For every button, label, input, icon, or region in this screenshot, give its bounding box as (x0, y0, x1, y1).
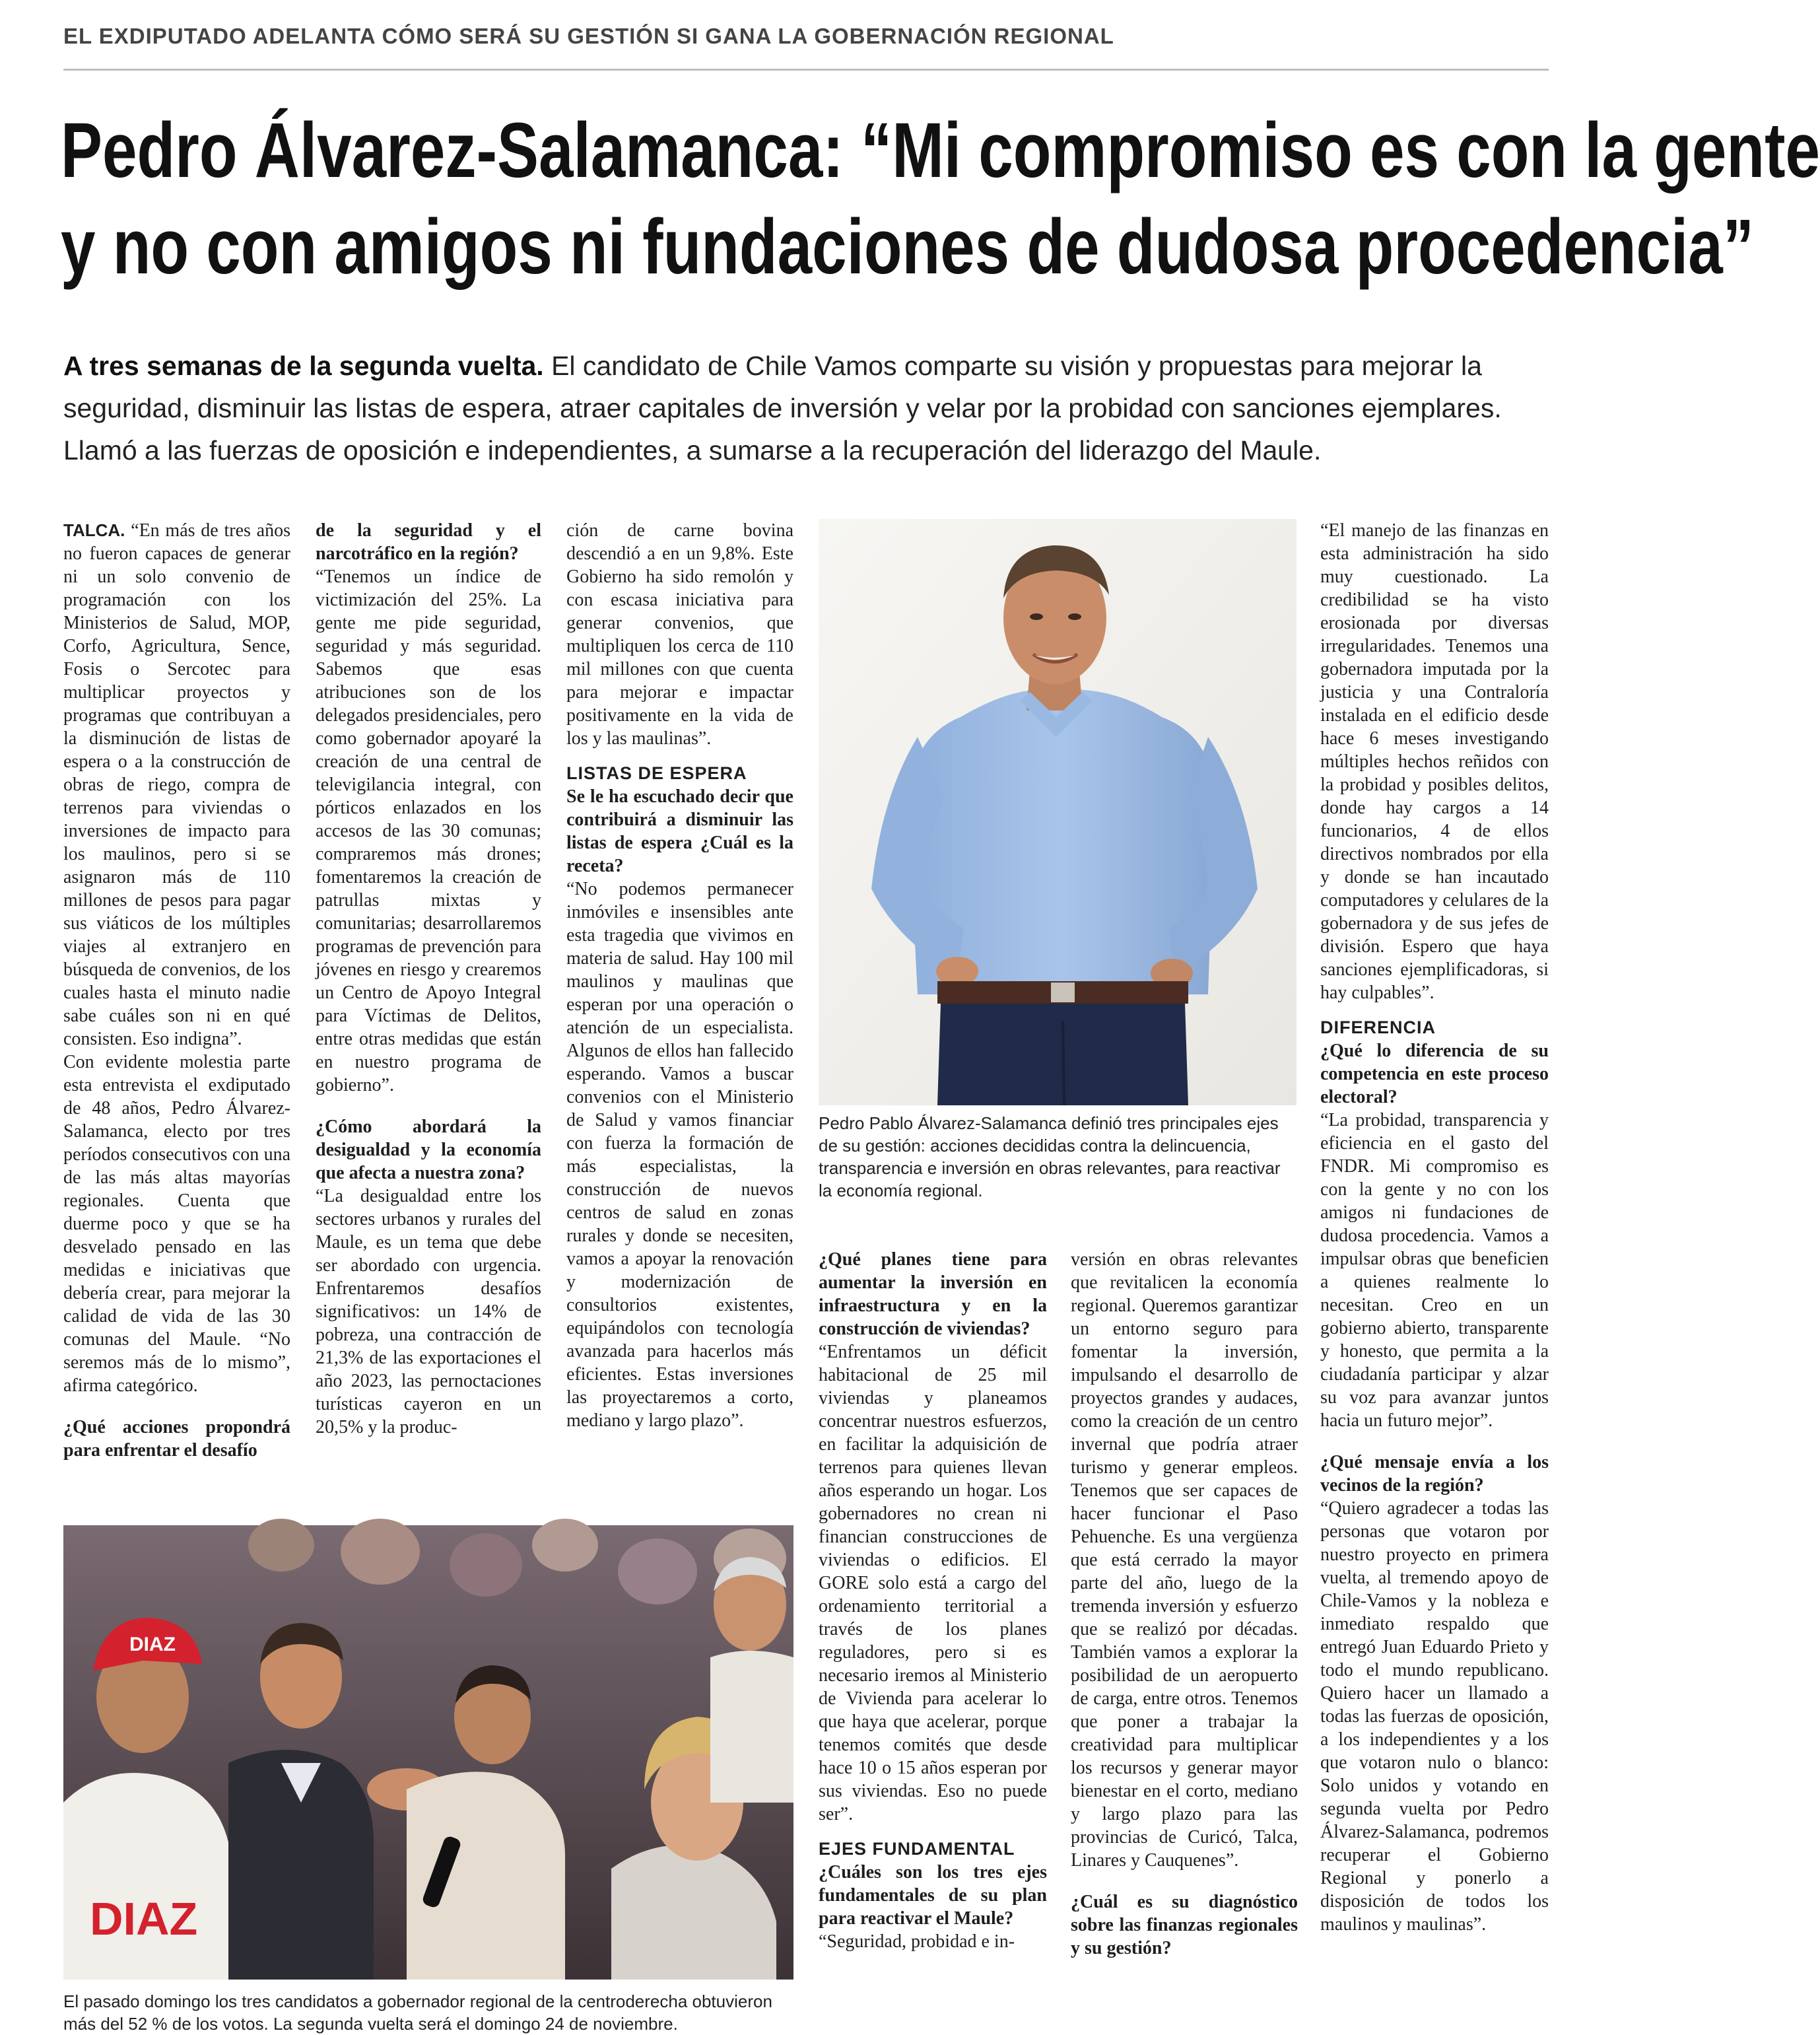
col1-question-1: ¿Qué acciones propondrá para enfrentar el desafío (63, 1417, 290, 1461)
col2-paragraph-1: “Tenemos un índice de victimización del 25%. La gente me pide seguridad, seguridad y más seguridad. Sabemos que esas atribuciones son de los delegados presidenciales, pero como gobernador apoyaré la creación de una central de televigilancia integral, con pórticos enlazados en los accesos de las 30 comunas; compraremos más drones; fomentaremos la creación de patrullas mixtas y comunitarias; desarrollaremos programas de prevención para jóvenes en riesgo y crearemos un Centro de Apoyo Integral para Víctimas de Delitos, entre otras medidas que están en nuestro programa de gobierno”. (316, 567, 541, 1095)
cap-text: DIAZ (129, 1634, 176, 1655)
shirt-text: DIAZ (90, 1893, 198, 1945)
col2-question-1: de la seguridad y el narcotráfico en la región? (316, 520, 541, 564)
column-1 (63, 519, 290, 1462)
lead-text: El candidato de Chile Vamos comparte su visión y propuestas para mejorar la seguridad, disminuir las listas de espera, atraer capitales de inversión y velar por la probidad con sanciones ejemplares. Llamó a las fuerzas de oposición e independientes, a sumarse a la recuperación del liderazgo del Maule. (63, 351, 1502, 466)
headline-line-2: y no con amigos ni fundaciones de dudosa procedencia” (61, 203, 1754, 291)
headline (61, 102, 1820, 295)
col4-question-2: ¿Cuáles son los tres ejes fundamentales de su plan para reactivar el Maule? (819, 1862, 1047, 1929)
col3-paragraph-2: “No podemos permanecer inmóviles e insensibles ante esta tragedia que vivimos en materia de salud. Hay 100 mil maulinos y maulinas que esperan por una operación o atención de un especialista. Algunos de ellos han fallecido esperando. Vamos a buscar convenios con el Ministerio de Salud y vamos financiar con fuerza la formación de más especialistas, la construcción de nuevos centros de salud en zonas rurales y donde se necesiten, vamos a apoyar la renovación y modernización de consultorios existentes, equipándolos con tecnología avanzada para hacerlos más eficientes. Estas inversiones las proyectaremos a corto, mediano y largo plazo”. (566, 879, 793, 1431)
col3-paragraph-1: ción de carne bovina descendió a en un 9,8%. Este Gobierno ha sido remolón y con escasa iniciativa para generar convenios, que multipliquen los cerca de 110 mil millones con que cuenta para mejorar e impactar positivamente en la vida de los y las maulinas”. (566, 520, 793, 749)
lead-paragraph (63, 345, 1549, 471)
col2-question-2: ¿Cómo abordará la desigualdad y la economía que afecta a nuestra zona? (316, 1117, 541, 1183)
headline-line-1: Pedro Álvarez-Salamanca: “Mi compromiso es con la gente (61, 107, 1820, 194)
rally-caption: El pasado domingo los tres candidatos a gobernador regional de la centroderecha obtuvieron más del 52 % de los votos. La segunda vuelta será el domingo 24 de noviembre. (63, 1991, 772, 2034)
lead-bold: A tres semanas de la segunda vuelta. (63, 351, 544, 381)
column-5 (1071, 1248, 1298, 1960)
col4-question-1: ¿Qué planes tiene para aumentar la inversión en infraestructura y en la construcción de viviendas? (819, 1249, 1047, 1339)
col6-section-title: DIFERENCIA (1320, 1018, 1436, 1037)
col4-paragraph-2: “Seguridad, probidad e in- (819, 1931, 1015, 1952)
column-6 (1320, 519, 1549, 1936)
portrait-illustration (819, 519, 1297, 1105)
kicker-rule (63, 69, 1549, 71)
col4-paragraph-1: “Enfrentamos un déficit habitacional de 25 mil viviendas y planeamos concentrar nuestros esfuerzos, en facilitar la adquisición de terrenos para quienes llevan años esperando un hogar. Los gobernadores no crean ni financian construcciones de viviendas o edificios. El GORE solo está a cargo del ordenamiento territorial a través de los planes reguladores, pero si es necesario iremos al Ministerio de Vivienda para acelerar lo que haya que acelerar, porque tenemos comités que desde hace 10 o 15 años esperan por sus viviendas. Eso no puede ser”. (819, 1342, 1047, 1824)
col1-paragraph-2: Con evidente molestia parte esta entrevista el exdiputado de 48 años, Pedro Álvarez-Salamanca, electo por tres períodos consecutivos con una de las más altas mayorías regionales. Cuenta que duerme poco y que se ha desvelado pensado en las medidas e iniciativas que debería crear, para mejorar la calidad de vida de las 30 comunas del Maule. “No seremos más de lo mismo”, afirma categórico. (63, 1052, 290, 1396)
col2-paragraph-2: “La desigualdad entre los sectores urbanos y rurales del Maule, es un tema que debe ser abordado con urgencia. Enfrentaremos desafíos significativos: un 14% de pobreza, una contracción de 21,3% de las exportaciones el año 2023, las pernoctaciones turísticas cayeron en un 20,5% y la produc- (316, 1186, 541, 1437)
portrait-caption: Pedro Pablo Álvarez-Salamanca definió tres principales ejes de su gestión: acciones decididas contra la delincuencia, transparencia e inversión en obras relevantes, para reactivar la economía regional. (819, 1113, 1281, 1200)
rally-illustration (63, 1525, 793, 1980)
col6-question-2: ¿Qué mensaje envía a los vecinos de la región? (1320, 1452, 1549, 1496)
column-2 (316, 519, 541, 1439)
col6-paragraph-3: “Quiero agradecer a todas las personas que votaron por nuestro proyecto en primera vuelta, al tremendo apoyo de Chile-Vamos y la nobleza e inmediato respaldo que entregó Juan Eduardo Prieto y todo el mundo republicano. Quiero hacer un llamado a todas las fuerzas de oposición, a los independientes y a los que votaron nulo o blanco: Solo unidos y votando en segunda vuelta por Pedro Álvarez-Salamanca, podremos recuperar el Gobierno Regional y ponerlo a disposición de todos los maulinos y maulinas”. (1320, 1498, 1549, 1935)
kicker: EL EXDIPUTADO ADELANTA CÓMO SERÁ SU GESTIÓN SI GANA LA GOBERNACIÓN REGIONAL (63, 24, 1114, 48)
col3-section-title: LISTAS DE ESPERA (566, 763, 747, 783)
portrait-photo (819, 519, 1297, 1105)
col6-paragraph-1: “El manejo de las finanzas en esta administración ha sido muy cuestionado. La credibilidad se ha visto erosionada por diversas irregularidades. Tenemos una gobernadora imputada por la justicia y una Contraloría instalada en el edificio desde hace 6 meses investigando múltiples hechos reñidos con la probidad y posibles delitos, donde hay cargos a 14 funcionarios, 4 de ellos directivos nombrados por ella y donde se han incautado computadores y celulares de la gobernadora y de sus jefes de división. Espero que haya sanciones ejemplificadoras, si hay culpables”. (1320, 520, 1549, 1003)
col5-question-1: ¿Cuál es su diagnóstico sobre las finanzas regionales y su gestión? (1071, 1892, 1298, 1958)
col6-paragraph-2: “La probidad, transparencia y eficiencia en el gasto del FNDR. Mi compromiso es con la gente y no con los amigos ni fundaciones de dudosa procedencia. Vamos a impulsar obras que beneficien a quienes realmente lo necesitan. Creo en un gobierno abierto, transparente y honesto, que permita a la ciudadanía participar y alzar su voz para avanzar juntos hacia un futuro mejor”. (1320, 1110, 1549, 1431)
column-4 (819, 1248, 1047, 1953)
col3-question-1: Se le ha escuchado decir que contribuirá a disminuir las listas de espera ¿Cuál es la receta? (566, 786, 793, 876)
col1-paragraph-1: “En más de tres años no fueron capaces de generar ni un solo convenio de programación con los Ministerios de Salud, MOP, Corfo, Agricultura, Sence, Fosis o Sercotec para multiplicar proyectos y programas que contribuyan a la disminución de listas de espera o a la construcción de obras de riego, compra de terrenos para viviendas o inversiones de impacto para los maulinos, pero si se asignaron más de 110 millones de pesos para pagar sus viáticos de los múltiples viajes al extranjero en búsqueda de convenios, de los cuales hasta el minuto nadie sabe cuáles son ni en qué consisten. Eso indigna”. (63, 520, 290, 1049)
col4-section-title: EJES FUNDAMENTAL (819, 1839, 1015, 1859)
dateline: TALCA. (63, 520, 125, 540)
rally-photo (63, 1525, 793, 1980)
col5-paragraph-1: versión en obras relevantes que revitalicen la economía regional. Queremos garantizar un entorno seguro para fomentar la inversión, impulsando el desarrollo de proyectos grandes y audaces, como la creación de un centro invernal que podría atraer turismo y generar empleos. Tenemos que ser capaces de hacer funcionar el Paso Pehuenche. Es una vergüenza que está cerrado la mayor parte del año, luego de la tremenda inversión y esfuerzo que se realizó por décadas. También vamos a explorar la posibilidad de un aeropuerto de carga, entre otros. Tenemos que poner a trabajar la creatividad para multiplicar los recursos y generar mayor bienestar en el corto, mediano y largo plazo para las provincias de Curicó, Talca, Linares y Cauquenes”. (1071, 1249, 1298, 1871)
col6-question-1: ¿Qué lo diferencia de su competencia en este proceso electoral? (1320, 1041, 1549, 1107)
column-3 (566, 519, 793, 1432)
